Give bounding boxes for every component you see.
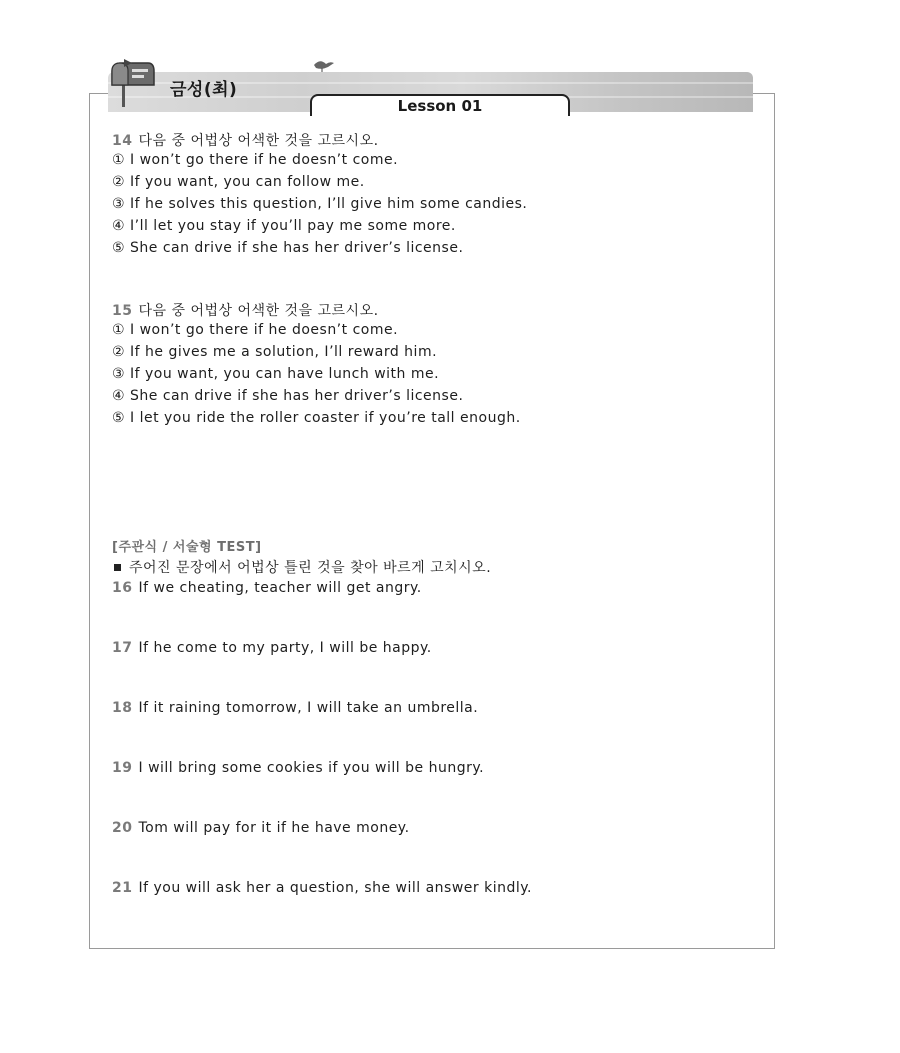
question-15 [112, 300, 379, 320]
question-18 [112, 700, 478, 716]
question-number: 16 [112, 580, 133, 596]
question-14 [112, 130, 379, 150]
lesson-label: Lesson 01 [310, 94, 570, 116]
question-prompt: 다음 중 어법상 어색한 것을 고르시오. [138, 303, 379, 319]
mailbox-icon [108, 57, 158, 109]
instruction [110, 557, 491, 577]
option: ④ She can drive if she has her driver’s license. [112, 388, 464, 404]
question-number: 14 [112, 133, 133, 149]
question-text: If he come to my party, I will be happy. [138, 640, 432, 656]
question-text: Tom will pay for it if he have money. [138, 820, 410, 836]
option: ② If you want, you can follow me. [112, 174, 365, 190]
page-title: 금성(최) [170, 80, 238, 100]
question-number: 20 [112, 820, 133, 836]
option: ⑤ I let you ride the roller coaster if you’re tall enough. [112, 410, 521, 426]
option: ⑤ She can drive if she has her driver’s license. [112, 240, 464, 256]
option: ③ If he solves this question, I’ll give him some candies. [112, 196, 528, 212]
question-number: 21 [112, 880, 133, 896]
question-19 [112, 760, 484, 776]
option: ① I won’t go there if he doesn’t come. [112, 322, 399, 338]
section-heading: [주관식 / 서술형 TEST] [112, 540, 262, 555]
question-16 [112, 580, 422, 596]
question-17 [112, 640, 432, 656]
question-text: If you will ask her a question, she will answer kindly. [138, 880, 532, 896]
question-number: 19 [112, 760, 133, 776]
question-number: 15 [112, 303, 133, 319]
option: ② If he gives me a solution, I’ll reward him. [112, 344, 438, 360]
question-text: I will bring some cookies if you will be hungry. [138, 760, 485, 776]
question-prompt: 다음 중 어법상 어색한 것을 고르시오. [138, 133, 379, 149]
question-number: 18 [112, 700, 133, 716]
question-text: If we cheating, teacher will get angry. [138, 580, 422, 596]
bullet-square-icon [114, 564, 121, 571]
bird-icon [312, 56, 336, 72]
option: ③ If you want, you can have lunch with me. [112, 366, 440, 382]
instruction-text: 주어진 문장에서 어법상 틀린 것을 찾아 바르게 고치시오. [129, 560, 492, 576]
question-text: If it raining tomorrow, I will take an umbrella. [138, 700, 479, 716]
option: ① I won’t go there if he doesn’t come. [112, 152, 399, 168]
question-20 [112, 820, 410, 836]
question-21 [112, 880, 532, 896]
option: ④ I’ll let you stay if you’ll pay me some more. [112, 218, 456, 234]
question-number: 17 [112, 640, 133, 656]
